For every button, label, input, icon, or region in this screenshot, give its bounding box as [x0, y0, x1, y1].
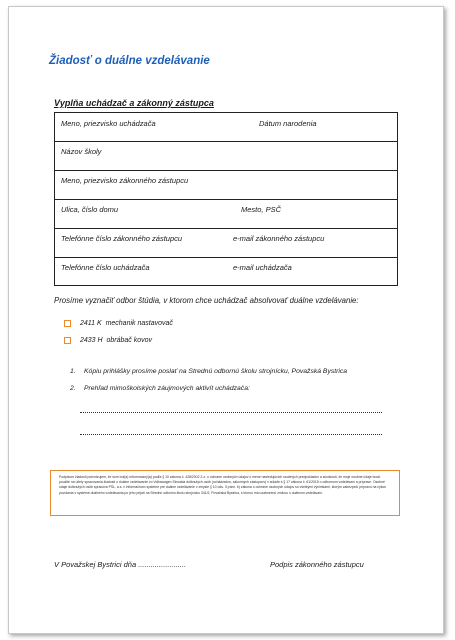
- option-2433h-label: 2433 H obrábač kovov: [80, 337, 152, 344]
- label-guardian-name: Meno, priezvisko zákonného zástupcu: [61, 176, 189, 185]
- label-city-zip: Mesto, PSČ: [241, 205, 282, 214]
- form-row-school: [55, 142, 397, 171]
- label-guardian-phone: Telefónne číslo zákonného zástupcu: [61, 234, 183, 243]
- label-applicant-phone: Telefónne číslo uchádzača: [61, 263, 150, 272]
- place-date-line: V Považskej Bystrici dňa .......................: [54, 560, 187, 569]
- label-applicant-email: e-mail uchádzača: [233, 263, 292, 272]
- guardian-signature-label: Podpis zákonného zástupcu: [270, 560, 364, 569]
- label-applicant-name: Meno, priezvisko uchádzača: [61, 119, 156, 128]
- form-row-applicant-contact: [55, 258, 397, 286]
- numbered-item-2: 2. Prehľad mimoškolských záujmových aktivít uchádzača:: [70, 385, 250, 392]
- form-row-address: [55, 200, 397, 229]
- label-guardian-email: e-mail zákonného zástupcu: [233, 234, 325, 243]
- activities-line-1[interactable]: [80, 412, 382, 413]
- page-title: Žiadosť o duálne vzdelávanie: [49, 55, 210, 67]
- form-row-name-birthdate: [55, 113, 397, 142]
- checkbox-2433h[interactable]: [64, 337, 71, 344]
- form-row-guardian-contact: [55, 229, 397, 258]
- option-2433h[interactable]: [64, 337, 152, 344]
- field-of-study-question: Prosíme vyznačiť odbor štúdia, v ktorom chce uchádzač absolvovať duálne vzdelávanie:: [54, 296, 359, 305]
- label-street: Ulica, číslo domu: [61, 205, 119, 214]
- checkbox-2411k[interactable]: [64, 320, 71, 327]
- data-protection-notice: Podpisom žiadosti potvrdzujem, že som bol(a) informovaný(á) podľa § 10 zákona č. 428/2002 Z.z. o ochrane osobných údajov o mene nasledujúcich osobných predpokladov a súvislostí, že moje osobné údaje budú použité na účely spracovania žiadosti o duálne vzdelávanie vo Volkswagen Slovakia dotknutých osôb (uchádzačov, zákonných zástupcov) v súlade s § 17 zákona č. 61/2015 o odbornom vzdelávaní a príprave. Osobné údaje dotknutých osôb spracúva PSL, a.s. v informačnom systéme pre duálne vzdelávanie v zmysle § 10 ods. 3 písm. b) zákona o ochrane osobných údajov so všetkými výnimkami, ktorým zabezpečí prípravu na výkon povolania v systéme duálneho vzdelávania po jeho prijatí na Strednú odbornú školu strojnícku 341/2, Považská Bystrica, s ktorou má uzatvorenú zmluvu o duálnom vzdelávaní.: [50, 470, 400, 516]
- label-school-name: Názov školy: [61, 147, 102, 156]
- form-row-guardian-name: [55, 171, 397, 200]
- numbered-item-1: 1. Kópiu prihlášky prosíme poslať na Strednú odbornú školu strojnícku, Považská Bystrica: [70, 368, 348, 375]
- applicant-form-table: [54, 112, 398, 286]
- activities-line-2[interactable]: [80, 434, 382, 435]
- section-heading: Vyplňa uchádzač a zákonný zástupca: [54, 98, 214, 108]
- option-2411k[interactable]: [64, 320, 173, 327]
- label-birth-date: Dátum narodenia: [259, 119, 317, 128]
- option-2411k-label: 2411 K mechanik nastavovač: [80, 320, 173, 327]
